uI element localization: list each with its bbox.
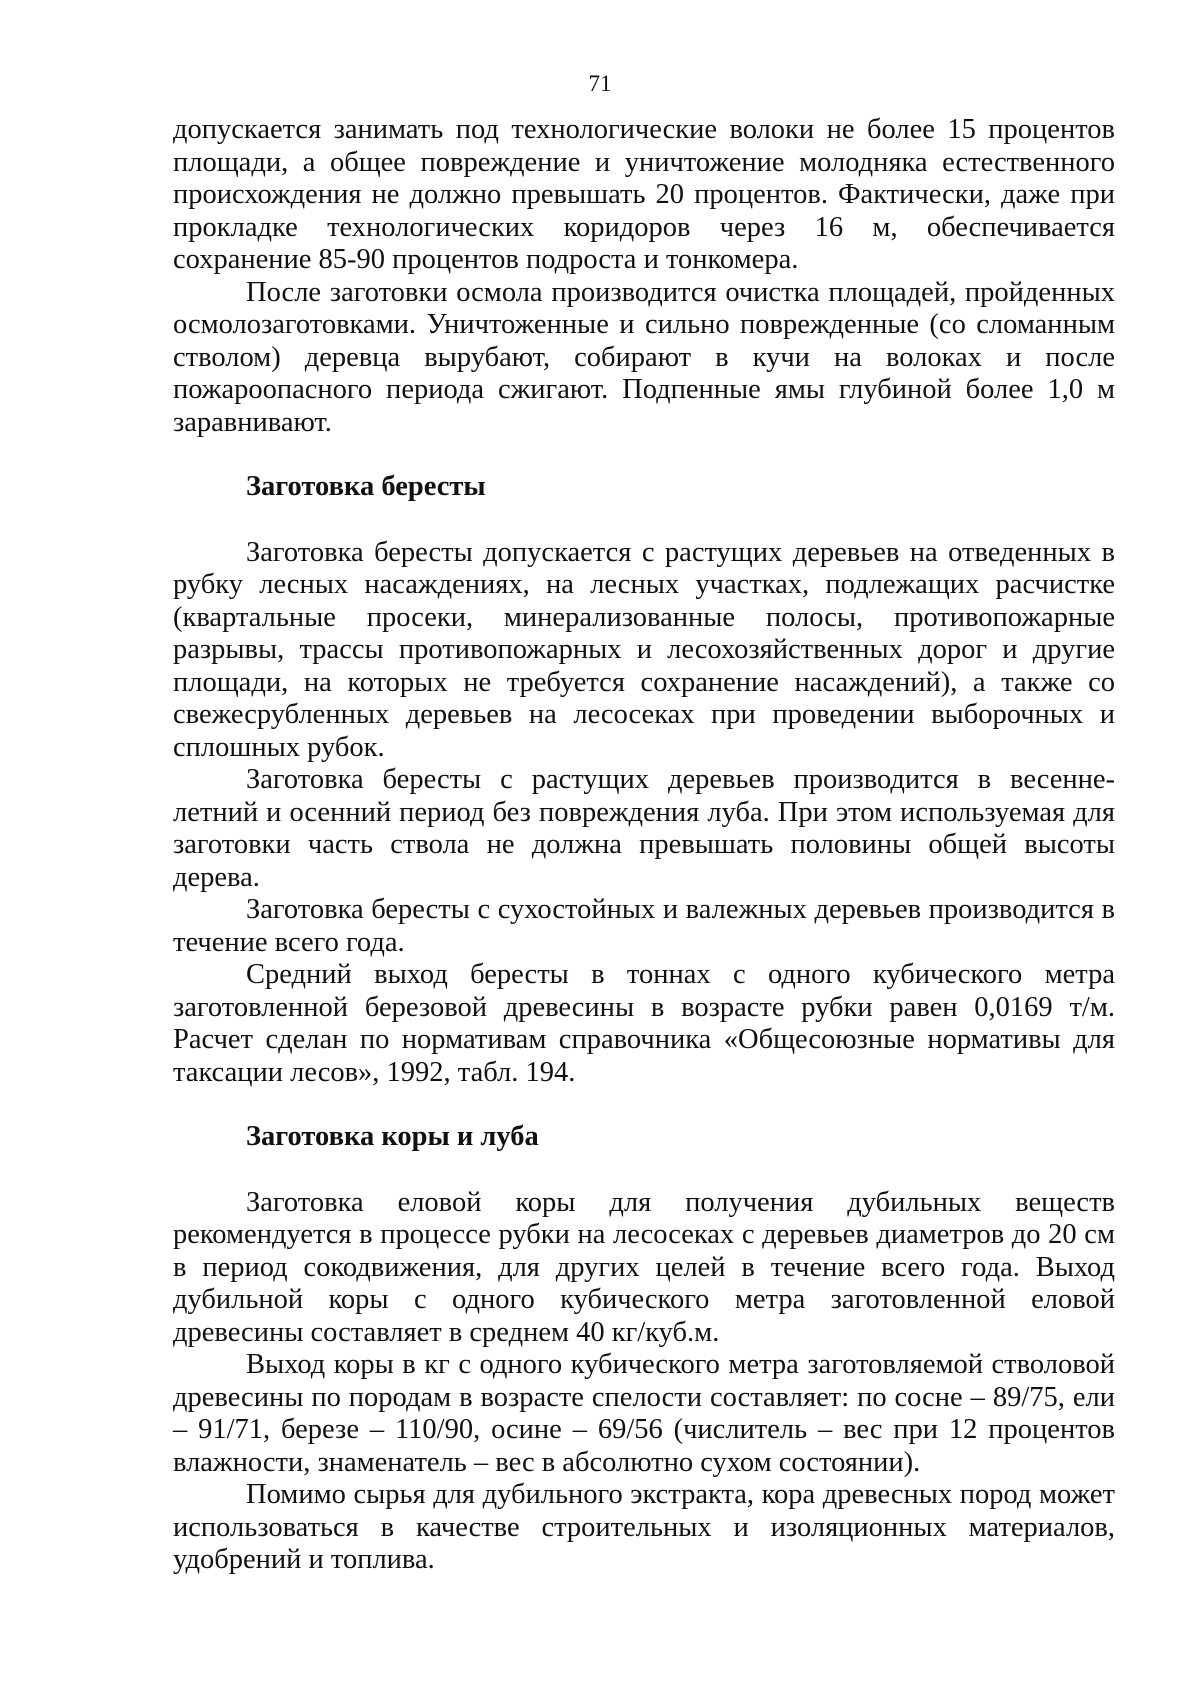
paragraph-beresta-4: Средний выход бересты в тоннах с одного кубического метра заготовленной березовой древесины в возрасте рубки равен 0,0169 т/м. Расчет сделан по нормативам справочника «Общесоюзные нормативы для таксации лесов», 1992, табл. 194.	[173, 959, 1115, 1088]
paragraph-kora-1: Заготовка еловой коры для получения дубильных веществ рекомендуется в процессе рубки на лесосеках с деревьев диаметров до 20 см в период сокодвижения, для других целей в течение всего года. Выход дубильной коры с одного кубического метра заготовленной еловой древесины составляет в среднем 40 кг/куб.м.	[173, 1186, 1115, 1348]
paragraph-continued: допускается занимать под технологические волоки не более 15 процентов площади, а общее повреждение и уничтожение молодняка естественного происхождения не должно превышать 20 процентов. Фактически, даже при прокладке технологических коридоров через 16 м, обеспечивается сохранение 85-90 процентов подроста и тонкомера.	[173, 114, 1115, 275]
paragraph-beresta-2: Заготовка бересты с растущих деревьев производится в весенне-летний и осенний период без повреждения луба. При этом используемая для заготовки часть ствола не должна превышать половины общей высоты дерева.	[173, 764, 1115, 893]
paragraph-osmol-cleanup: После заготовки осмола производится очистка площадей, пройденных осмолозаготовками. Уничтоженные и сильно поврежденные (со сломанным стволом) деревца вырубают, собирают в кучи на волоках и после пожароопасного периода сжигают. Подпенные ямы глубиной более 1,0 м заравнивают.	[173, 276, 1115, 438]
heading-kora: Заготовка коры и луба	[246, 1121, 539, 1152]
paragraph-beresta-3: Заготовка бересты с сухостойных и валежных деревьев производится в течение всего года.	[173, 894, 1115, 958]
heading-beresta: Заготовка бересты	[246, 471, 486, 502]
page-number: 71	[588, 71, 612, 96]
page-content	[173, 114, 1115, 1577]
paragraph-kora-2: Выход коры в кг с одного кубического метра заготовляемой стволовой древесины по породам в возрасте спелости составляет: по сосне – 89/75, ели – 91/71, березе – 110/90, осине – 69/56 (числитель – вес при 12 процентов влажности, знаменатель – вес в абсолютно сухом состоянии).	[173, 1349, 1115, 1478]
paragraph-kora-3: Помимо сырья для дубильного экстракта, кора древесных пород может использоваться в качестве строительных и изоляционных материалов, удобрений и топлива.	[173, 1479, 1115, 1575]
paragraph-beresta-1: Заготовка бересты допускается с растущих деревьев на отведенных в рубку лесных насаждениях, на лесных участках, подлежащих расчистке (квартальные просеки, минерализованные полосы, противопожарные разрывы, трассы противопожарных и лесохозяйственных дорог и другие площади, на которых не требуется сохранение насаждений), а также со свежесрубленных деревьев на лесосеках при проведении выборочных и сплошных рубок.	[173, 536, 1115, 763]
